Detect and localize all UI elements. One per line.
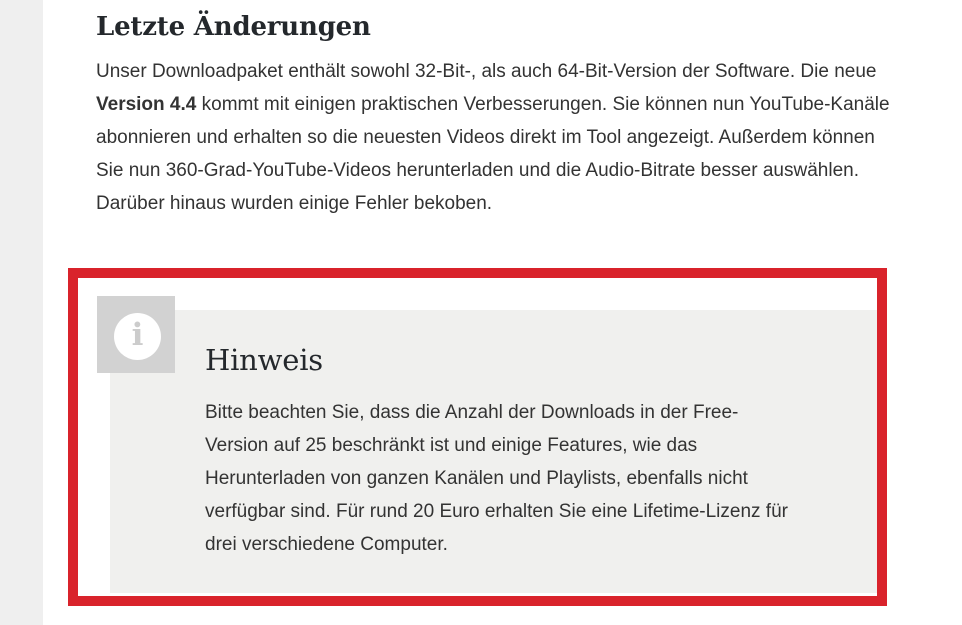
note-heading: Hinweis: [205, 343, 323, 377]
info-icon-circle: [114, 313, 161, 360]
version-number-bold: Version 4.4: [96, 94, 197, 115]
hinweis-note-box: [110, 310, 877, 593]
paragraph-text-after: kommt mit einigen praktischen Verbesserungen. Sie können nun YouTube-Kanäle abonnieren und erhalten so die neuesten Videos direkt im Tool angezeigt. Außerdem können Sie nun 360-Grad-YouTube-Videos herunterladen und die Audio-Bitrate besser auswählen. Darüber hinaus wurden einige Fehler bekoben.: [96, 94, 890, 214]
article-paragraph: [96, 55, 904, 220]
info-icon: [97, 296, 175, 373]
section-heading: Letzte Änderungen: [96, 12, 371, 42]
paragraph-text-before: Unser Downloadpaket enthält sowohl 32-Bit-, als auch 64-Bit-Version der Software. Die neue: [96, 61, 877, 82]
note-body-text: Bitte beachten Sie, dass die Anzahl der Downloads in der Free-Version auf 25 beschränkt ist und einige Features, wie das Herunterladen von ganzen Kanälen und Playlists, ebenfalls nicht verfügbar sind. Für rund 20 Euro erhalten Sie eine Lifetime-Lizenz für drei verschiedene Computer.: [205, 402, 788, 555]
info-icon-glyph: i: [131, 316, 144, 353]
page-left-gutter: [0, 0, 43, 625]
